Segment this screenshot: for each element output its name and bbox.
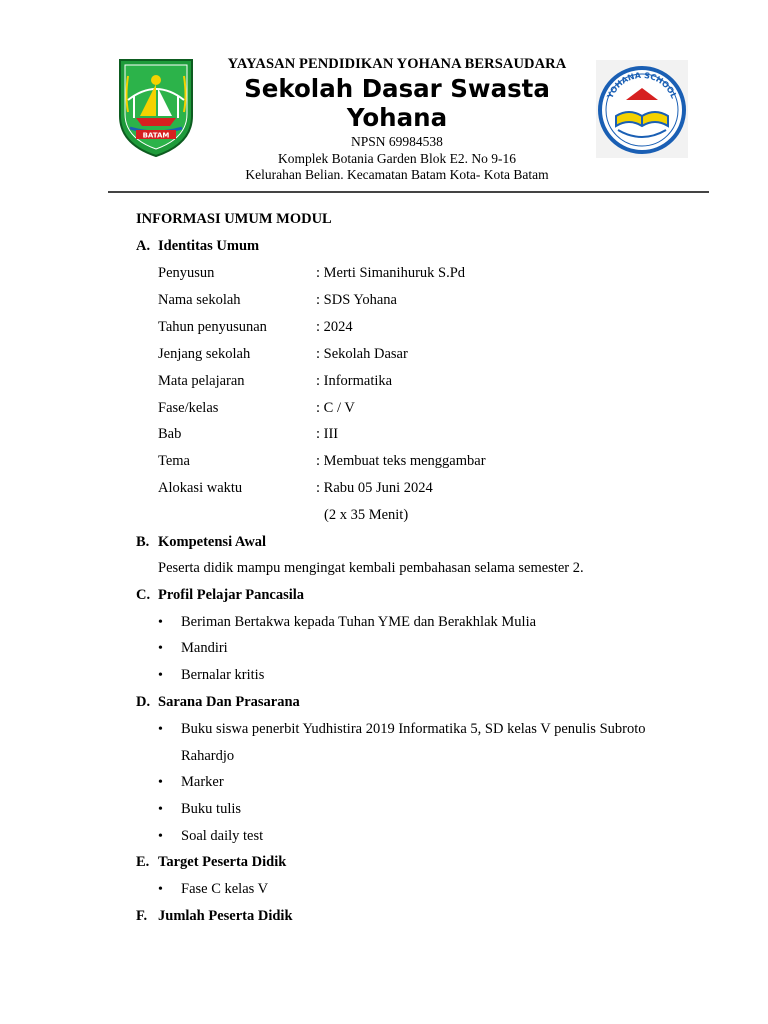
identity-value: : SDS Yohana (316, 292, 397, 308)
identity-label: Tema (158, 453, 190, 469)
identity-value: : Rabu 05 Juni 2024 (316, 480, 433, 496)
school-name-line2: Yohana (346, 103, 448, 132)
bullet-icon: • (158, 882, 163, 897)
identity-value: : C / V (316, 400, 355, 416)
section-d-title: Sarana Dan Prasarana (158, 694, 300, 710)
identity-label: Nama sekolah (158, 292, 241, 308)
bullet-icon: • (158, 668, 163, 683)
bullet-icon: • (158, 615, 163, 630)
identity-label: Penyusun (158, 265, 215, 281)
list-item: Bernalar kritis (181, 667, 265, 683)
batam-crest-logo (116, 56, 196, 158)
identity-label: Tahun penyusunan (158, 319, 267, 335)
list-item: Buku siswa penerbit Yudhistira 2019 Informatika 5, SD kelas V penulis Subroto (181, 721, 646, 737)
section-a-title: Identitas Umum (158, 238, 260, 254)
identity-value-continued: (2 x 35 Menit) (324, 507, 409, 523)
identity-value: : Merti Simanihuruk S.Pd (316, 265, 466, 281)
bullet-icon: • (158, 775, 163, 790)
identity-label: Mata pelajaran (158, 373, 245, 389)
list-item: Beriman Bertakwa kepada Tuhan YME dan Berakhlak Mulia (181, 614, 537, 630)
list-item: Soal daily test (181, 828, 264, 844)
section-c-letter: C. (136, 587, 151, 603)
identity-value: : III (316, 426, 339, 442)
identity-value: : 2024 (316, 319, 353, 335)
list-item: Buku tulis (181, 801, 242, 817)
section-b-title: Kompetensi Awal (158, 534, 267, 550)
list-item-continued: Rahardjo (181, 748, 235, 764)
identity-value: : Informatika (316, 373, 393, 389)
identity-value: : Membuat teks menggambar (316, 453, 486, 469)
identity-label: Jenjang sekolah (158, 346, 251, 362)
yohana-school-logo (596, 60, 688, 158)
identity-label: Alokasi waktu (158, 480, 243, 496)
section-f-letter: F. (136, 908, 148, 924)
npsn: NPSN 69984538 (351, 134, 443, 149)
header-divider (108, 191, 709, 193)
list-item: Fase C kelas V (181, 881, 269, 897)
identity-label: Fase/kelas (158, 400, 219, 416)
module-title: INFORMASI UMUM MODUL (136, 211, 332, 227)
bullet-icon: • (158, 829, 163, 844)
section-b-letter: B. (136, 534, 150, 550)
section-e-title: Target Peserta Didik (158, 854, 287, 870)
section-f-title: Jumlah Peserta Didik (158, 908, 293, 924)
school-name-line1: Sekolah Dasar Swasta (244, 74, 550, 103)
foundation-name: YAYASAN PENDIDIKAN YOHANA BERSAUDARA (227, 56, 567, 72)
bullet-icon: • (158, 641, 163, 656)
address-line2: Kelurahan Belian. Kecamatan Batam Kota- Kota Batam (245, 167, 549, 182)
bullet-icon: • (158, 802, 163, 817)
list-item: Marker (181, 774, 224, 790)
school-logo-label: YOHANA SCHOOL (605, 70, 679, 100)
school-name (200, 74, 594, 132)
crest-label: BATAM (142, 131, 170, 140)
identity-value: : Sekolah Dasar (316, 346, 408, 362)
address-line1: Komplek Botania Garden Blok E2. No 9-16 (277, 151, 517, 166)
section-b-text: Peserta didik mampu mengingat kembali pembahasan selama semester 2. (158, 560, 584, 576)
section-d-letter: D. (136, 694, 151, 710)
identity-label: Bab (158, 426, 182, 442)
section-a-letter: A. (136, 238, 151, 254)
section-c-title: Profil Pelajar Pancasila (158, 587, 305, 603)
bullet-icon: • (158, 722, 163, 737)
list-item: Mandiri (181, 640, 228, 656)
section-e-letter: E. (136, 854, 150, 870)
